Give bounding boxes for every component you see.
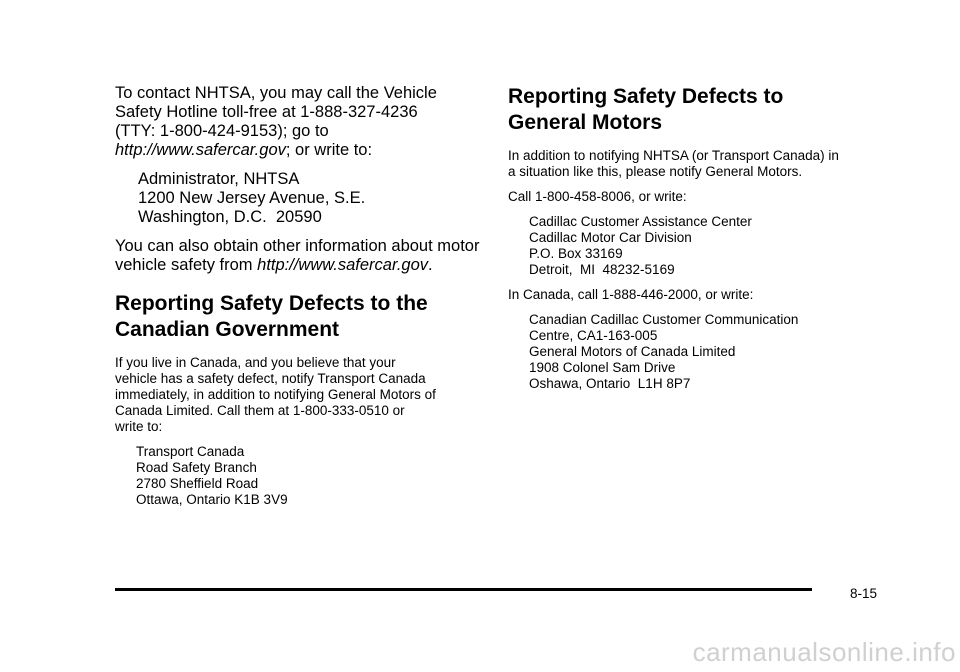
nhtsa-contact-paragraph: To contact NHTSA, you may call the Vehicle Safety Hotline toll-free at 1-888-327-4236 (TTY: 1-800-424-9153); go to http://www.safercar.gov; or write to: bbox=[115, 84, 437, 159]
transport-canada-address: Transport Canada Road Safety Branch 2780 Sheffield Road Ottawa, Ontario K1B 3V9 bbox=[136, 444, 288, 507]
safercar-link-2[interactable]: http://www.safercar.gov bbox=[257, 256, 429, 274]
footer-rule bbox=[115, 588, 812, 591]
left-column bbox=[115, 84, 485, 517]
nhtsa-address: Administrator, NHTSA 1200 New Jersey Avenue, S.E. Washington, D.C. 20590 bbox=[138, 170, 366, 226]
canada-heading: Reporting Safety Defects to the Canadian Government bbox=[115, 292, 428, 341]
safercar-link[interactable]: http://www.safercar.gov bbox=[115, 141, 286, 159]
right-column bbox=[508, 84, 888, 401]
page-number: 8-15 bbox=[849, 586, 877, 601]
canada-body-paragraph: If you live in Canada, and you believe that your vehicle has a safety defect, notify Transport Canada immediately, in addition to notifying General Motors of Canada Limited. Call them at 1-800-333-0510 or write to: bbox=[115, 355, 436, 434]
call-gm-line: Call 1-800-458-8006, or write: bbox=[508, 189, 687, 204]
canada-cadillac-address: Canadian Cadillac Customer Communication Centre, CA1-163-005 General Motors of Canada Limited 1908 Colonel Sam Drive Oshawa, Ontario L1H 8P7 bbox=[529, 312, 799, 391]
watermark: carmanualsonline.info bbox=[692, 637, 956, 667]
gm-body-paragraph: In addition to notifying NHTSA (or Transport Canada) in a situation like this, please notify General Motors. bbox=[508, 148, 839, 179]
call-canada-line: In Canada, call 1-888-446-2000, or write: bbox=[508, 287, 754, 302]
gm-heading: Reporting Safety Defects to General Motors bbox=[508, 85, 784, 134]
more-info-paragraph: You can also obtain other information about motor vehicle safety from http://www.safercar.gov. bbox=[115, 237, 480, 274]
cadillac-address: Cadillac Customer Assistance Center Cadillac Motor Car Division P.O. Box 33169 Detroit, MI 48232-5169 bbox=[529, 214, 752, 277]
